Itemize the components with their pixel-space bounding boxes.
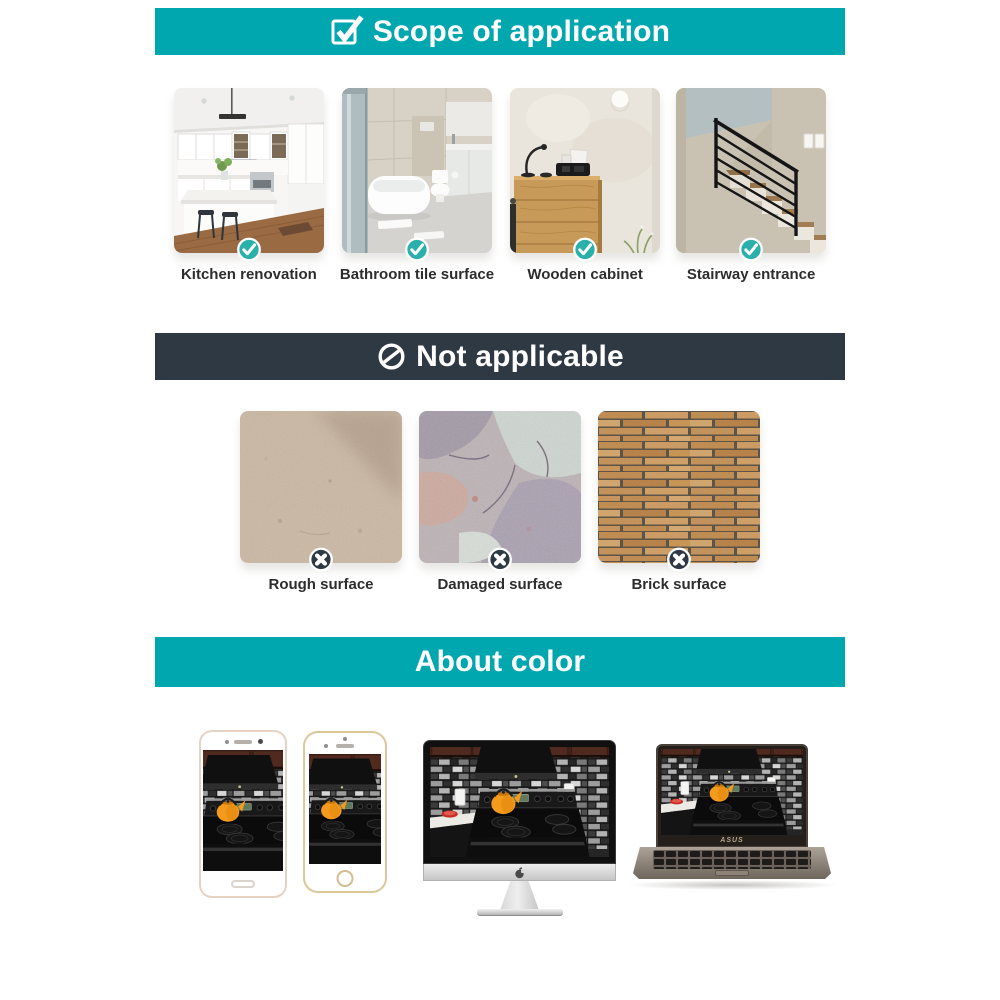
about-color-banner-title: About color — [414, 645, 586, 678]
card-kitchen-renovation — [174, 88, 324, 283]
about-color-devices — [0, 712, 1000, 942]
home-button — [231, 880, 255, 888]
phone-camera-dot — [324, 744, 328, 748]
smartphone-large — [199, 730, 287, 898]
phone-speaker — [234, 740, 252, 744]
smartphone-small — [303, 731, 387, 893]
checkbox-check-icon — [330, 12, 364, 46]
photo-wrap — [240, 411, 402, 563]
brick-surface-photo — [598, 411, 760, 563]
laptop-deck — [633, 847, 831, 879]
monitor-chin — [423, 864, 616, 881]
rough-surface-photo — [240, 411, 402, 563]
section-about-color — [0, 637, 1000, 942]
card-damaged-surface — [419, 411, 581, 593]
kitchen-backsplash-scene — [430, 747, 609, 857]
x-badge-icon — [488, 547, 513, 572]
check-badge-icon — [236, 237, 261, 262]
card-label: Kitchen renovation — [180, 266, 317, 283]
photo-wrap — [419, 411, 581, 563]
prohibition-icon — [376, 341, 407, 372]
card-bathroom-tile — [340, 88, 494, 283]
check-badge-icon — [573, 237, 598, 262]
bathroom-photo — [342, 88, 492, 253]
card-stairway-entrance — [676, 88, 826, 283]
not-applicable-banner-title: Not applicable — [416, 339, 624, 373]
apple-logo-icon — [514, 866, 525, 879]
phone-camera-dot — [343, 737, 347, 741]
photo-wrap — [174, 88, 324, 253]
photo-wrap — [676, 88, 826, 253]
kitchen-backsplash-scene — [661, 749, 803, 835]
photo-wrap — [342, 88, 492, 253]
kitchen-backsplash-scene — [309, 754, 381, 864]
card-label: Stairway entrance — [686, 266, 816, 283]
stairway-photo — [676, 88, 826, 253]
check-badge-icon — [739, 237, 764, 262]
card-rough-surface — [240, 411, 402, 593]
wooden-cabinet-photo — [510, 88, 660, 253]
laptop-brand-label: ASUS — [720, 837, 744, 844]
monitor-base — [477, 909, 563, 916]
laptop — [633, 744, 831, 879]
scope-banner-title: Scope of application — [372, 14, 671, 48]
monitor-bezel — [423, 740, 616, 864]
phone-speaker — [336, 744, 354, 748]
card-label: Damaged surface — [437, 576, 563, 593]
card-label: Brick surface — [631, 576, 727, 593]
phone-screen — [309, 754, 381, 864]
about-color-banner — [155, 637, 845, 687]
not-applicable-banner — [155, 333, 845, 380]
phone-screen — [203, 750, 283, 871]
applicable-cards-row — [0, 88, 1000, 283]
card-label: Rough surface — [268, 576, 374, 593]
x-badge-icon — [309, 547, 334, 572]
check-badge-icon — [405, 237, 430, 262]
card-wooden-cabinet — [510, 88, 660, 283]
photo-wrap — [510, 88, 660, 253]
page-root — [0, 8, 1000, 1000]
section-scope — [0, 8, 1000, 283]
monitor-stand — [495, 881, 545, 909]
card-label: Bathroom tile surface — [339, 266, 495, 283]
not-applicable-cards-row — [0, 411, 1000, 593]
phone-camera-dot — [258, 739, 263, 744]
home-button — [337, 870, 354, 887]
laptop-screen — [661, 749, 803, 835]
x-badge-icon — [667, 547, 692, 572]
scope-banner — [155, 8, 845, 55]
card-brick-surface — [598, 411, 760, 593]
desktop-monitor — [423, 740, 616, 916]
monitor-screen — [430, 747, 609, 857]
photo-wrap — [598, 411, 760, 563]
laptop-keyboard — [653, 850, 811, 869]
kitchen-renovation-photo — [174, 88, 324, 253]
kitchen-backsplash-scene — [203, 750, 283, 871]
laptop-shadow — [625, 880, 840, 890]
section-not-applicable — [0, 333, 1000, 593]
phone-camera-dot — [225, 740, 229, 744]
damaged-surface-photo — [419, 411, 581, 563]
laptop-trackpad — [715, 870, 749, 876]
card-label: Wooden cabinet — [527, 266, 643, 283]
laptop-bezel — [656, 744, 808, 848]
